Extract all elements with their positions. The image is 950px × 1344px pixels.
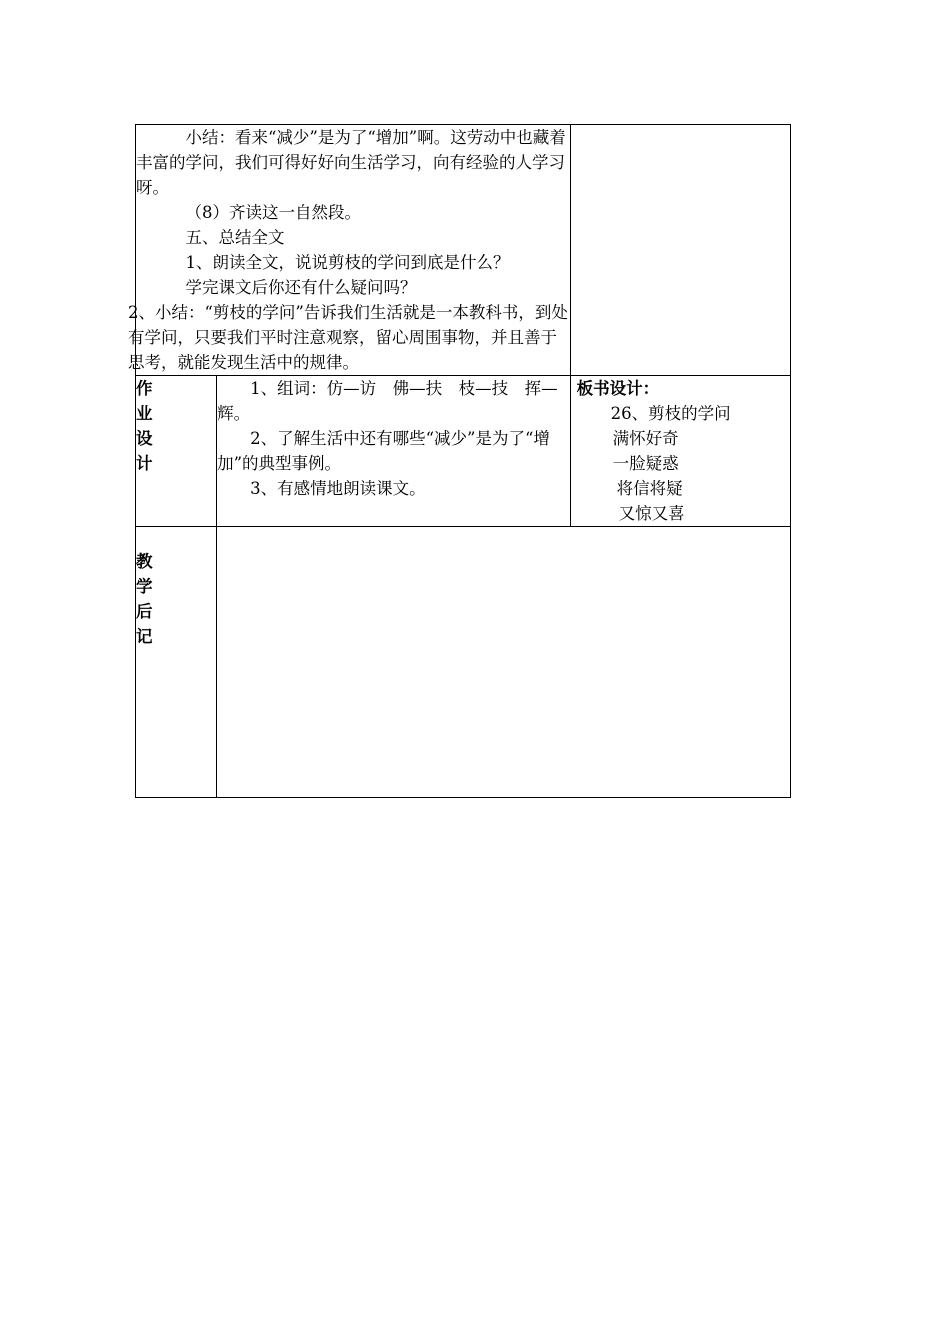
homework-content [217, 376, 571, 527]
board-design-cell [570, 376, 790, 527]
question-one: 1、朗读全文，说说剪枝的学问到底是什么？ [185, 253, 510, 272]
label-char: 学 [136, 577, 153, 596]
label-char: 后 [136, 602, 153, 621]
question-two: 学完课文后你还有什么疑问吗？ [185, 278, 417, 297]
procedure-row [136, 125, 791, 376]
board-line: 一脸疑惑 [612, 454, 679, 473]
summary-paragraph: 小结：看来“减少”是为了“增加”啊。这劳动中也藏着丰富的学问，我们可得好好向生活学习，向有经验的人学习呀。 [136, 128, 566, 197]
homework-item: 1、组词：仿—访 佛—扶 枝—技 挥—辉。 [217, 379, 558, 423]
label-char: 教 [136, 552, 153, 571]
board-line: 满怀好奇 [612, 429, 679, 448]
label-char: 设 [136, 429, 153, 448]
homework-item: 2、了解生活中还有哪些“减少”是为了“增加”的典型事例。 [217, 429, 550, 473]
section-heading: 五、总结全文 [185, 228, 285, 247]
board-line: 26、剪枝的学问 [610, 404, 731, 423]
reflection-row [136, 527, 791, 798]
procedure-cell [128, 125, 571, 376]
label-char: 计 [136, 454, 153, 473]
read-aloud-step: （8）齐读这一自然段。 [185, 203, 361, 222]
homework-row [136, 376, 791, 527]
homework-label [136, 376, 217, 527]
conclusion-paragraph: 2、小结：“剪枝的学问”告诉我们生活就是一本教科书，到处有学问，只要我们平时注意观察，留心周围事物，并且善于思考，就能发现生活中的规律。 [128, 303, 568, 372]
label-char: 业 [136, 404, 153, 423]
lesson-plan-table [128, 124, 791, 798]
homework-item: 3、有感情地朗读课文。 [250, 479, 426, 498]
label-char: 记 [136, 627, 153, 646]
label-char: 作 [136, 379, 153, 398]
board-line: 又惊又喜 [618, 504, 685, 523]
reflection-label [136, 527, 217, 798]
reflection-content-empty [217, 527, 791, 798]
board-line: 将信将疑 [616, 479, 683, 498]
board-design-title: 板书设计： [576, 379, 660, 398]
notes-cell-empty [570, 125, 790, 376]
